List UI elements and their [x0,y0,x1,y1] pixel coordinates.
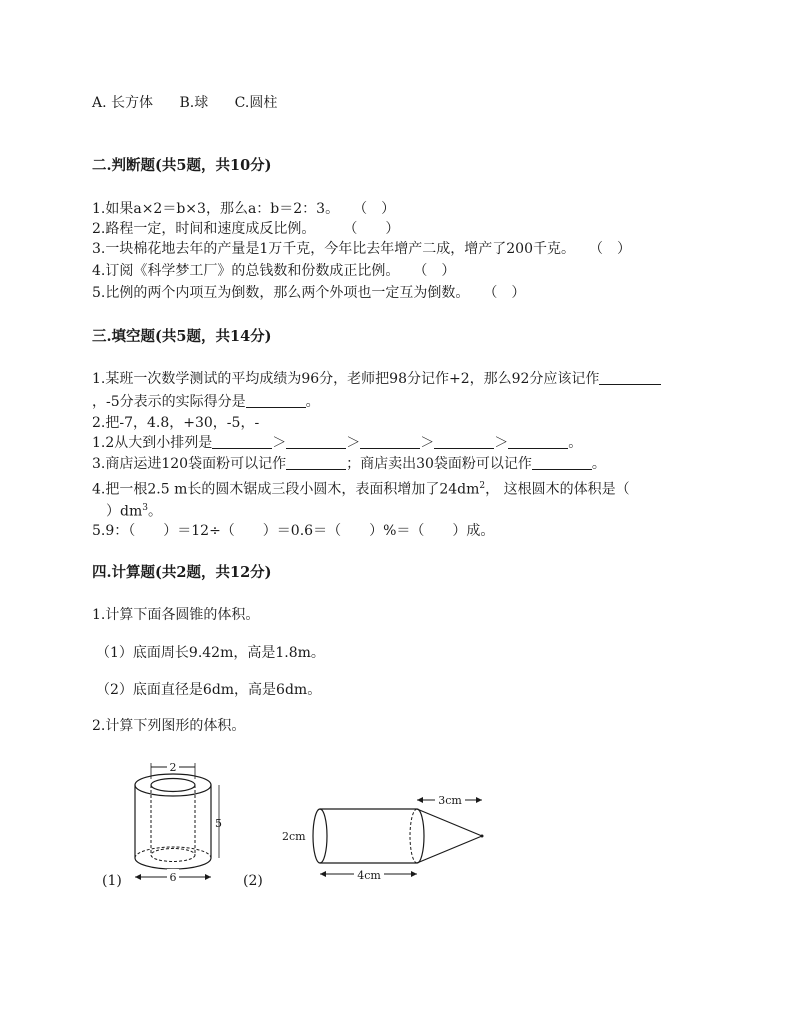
fill-blank [286,456,346,470]
gt-sign: ＞ [420,435,435,451]
fill-blank [599,371,661,385]
fill-q4-line2 [92,499,162,521]
gt-sign: ＞ [272,435,287,451]
fill-q1-line2 [92,393,320,411]
fill-q1-text-b: ，-5分表示的实际得分是 [92,394,246,410]
hollow-cylinder-figure [125,755,235,885]
fill-blank [212,435,272,449]
fill-q1-line1 [92,370,661,388]
fill-q4-line1 [92,477,630,499]
figure1-bottom-dim: 6 [169,871,177,884]
section4-title: 四.计算题(共2题，共12分) [92,564,272,581]
fill-q3-text-a: 3.商店运进120袋面粉可以记作 [92,456,287,472]
figure2-diameter-dim: 2cm [282,830,306,843]
fill-q1-end: 。 [305,394,320,410]
calc-q1-sub1: （1）底面周长9.42m，高是1.8m。 [96,645,325,661]
figure2-label: (2) [243,873,263,889]
superscript: 3 [142,503,148,513]
judge-item-3: 3.一块棉花地去年的产量是1万千克，今年比去年增产二成，增产了200千克。 （ ） [92,241,631,257]
calc-q1-sub2: （2）底面直径是6dm，高是6dm。 [96,682,322,698]
fill-q1-text-a: 1.某班一次数学测试的平均成绩为96分，老师把98分记作+2，那么92分应该记作 [92,371,600,387]
option-b: B.球 [179,95,209,111]
gt-sign: ＞ [346,435,361,451]
fill-q3-end: 。 [591,456,606,472]
figure2-cone-dim: 3cm [438,794,462,807]
fill-blank [246,394,306,408]
fill-q4-end: 。 [147,503,162,520]
figure2-length-dim: 4cm [357,869,381,882]
judge-item-4: 4.订阅《科学梦工厂》的总钱数和份数成正比例。 （ ） [92,263,456,279]
fill-q4-text-c: ）dm [92,503,143,520]
fill-q3-text-b: ；商店卖出30袋面粉可以记作 [346,456,532,472]
fill-q4-text-b: ， 这根圆木的体积是（ [485,481,630,498]
fill-blank [360,435,420,449]
fill-blank [434,435,494,449]
fill-blank [286,435,346,449]
section2-title: 二.判断题(共5题，共10分) [92,157,272,174]
options-line [92,94,299,112]
judge-item-1: 1.如果a×2＝b×3，那么a：b＝2：3。 （ ） [92,201,396,217]
calc-q1: 1.计算下面各圆锥的体积。 [92,607,260,623]
fill-q3 [92,455,606,473]
gt-sign: ＞ [494,435,509,451]
fill-q4-text-a: 4.把一根2.5 m长的圆木锯成三段小圆木，表面积增加了24dm [92,481,480,498]
figure1-label: (1) [102,873,122,889]
section3-title: 三.填空题(共5题，共14分) [92,328,272,345]
cylinder-cone-figure [280,790,495,885]
option-a: A. 长方体 [92,95,154,111]
fill-q2-end: 。 [568,435,583,451]
fill-q2-line1: 2.把-7，4.8，+30，-5，- [92,415,260,431]
calc-q2: 2.计算下列图形的体积。 [92,718,246,734]
superscript: 2 [479,481,486,491]
fill-q2-text: 1.2从大到小排列是 [92,435,213,451]
fill-q2-line2 [92,434,582,452]
figure1-top-dim: 2 [169,761,177,774]
figure1-height-dim: 5 [215,817,222,830]
fill-blank [532,456,592,470]
judge-item-2: 2.路程一定，时间和速度成反比例。 （ ） [92,221,400,237]
fill-q5: 5.9：（ ）＝12÷（ ）＝0.6＝（ ）%＝（ ）成。 [92,523,495,539]
option-c: C.圆柱 [234,95,278,111]
fill-blank [508,435,568,449]
judge-item-5: 5.比例的两个内项互为倒数，那么两个外项也一定互为倒数。 （ ） [92,285,526,301]
